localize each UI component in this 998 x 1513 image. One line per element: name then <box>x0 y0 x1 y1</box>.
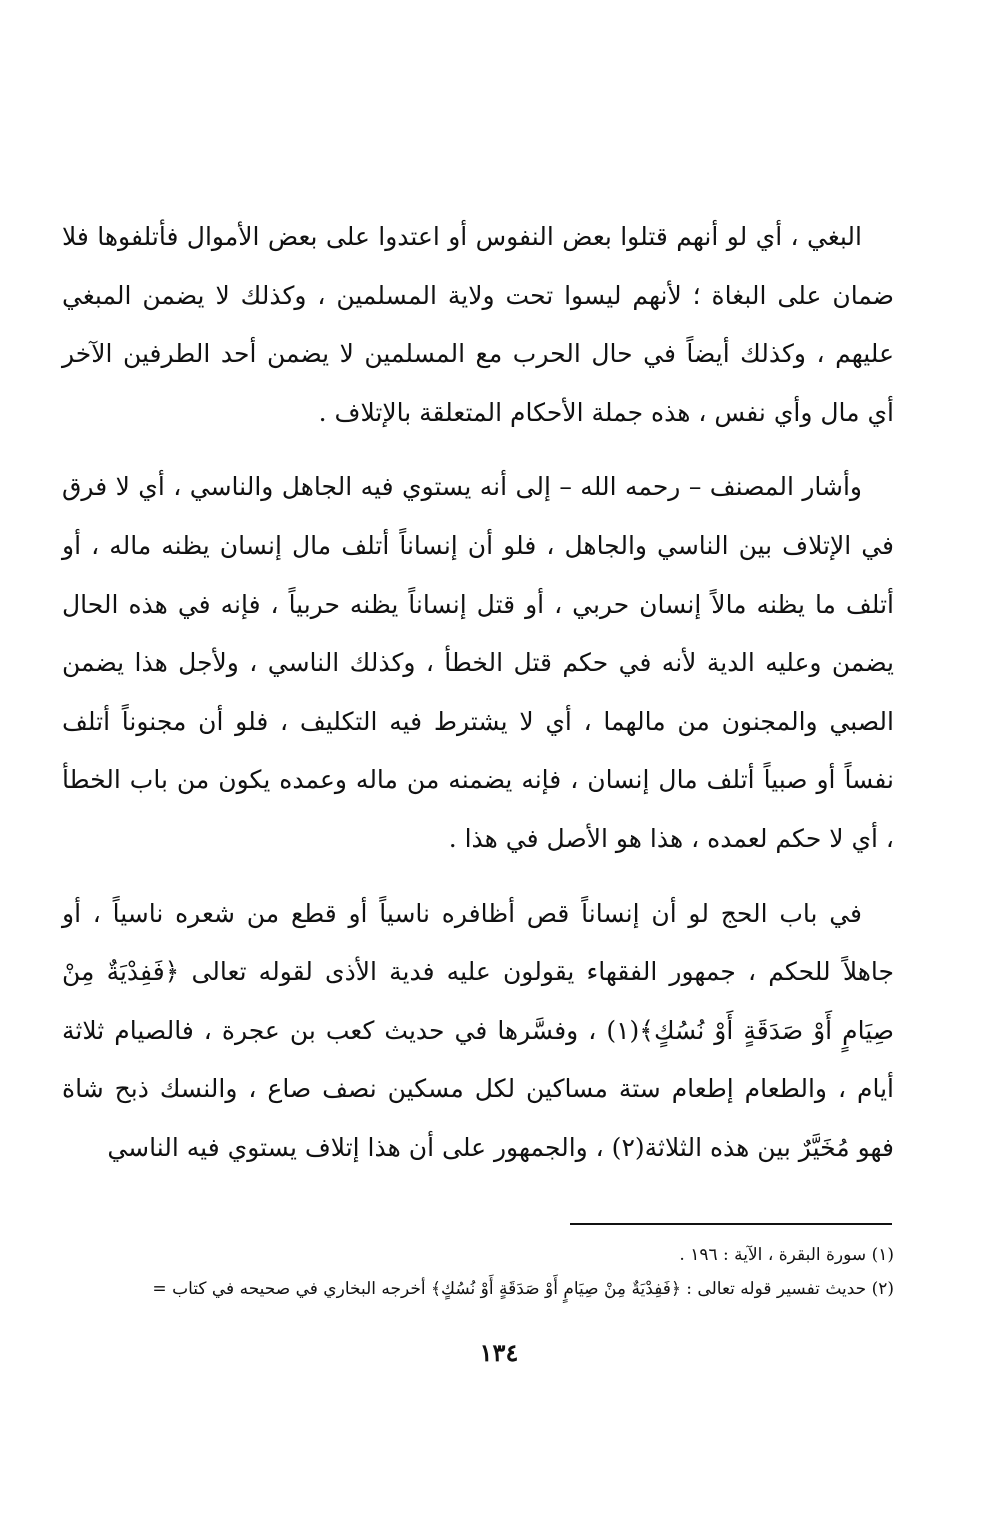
footnotes <box>62 1238 894 1306</box>
paragraph-3: في باب الحج لو أن إنساناً قص أظافره ناسياً أو قطع من شعره ناسياً ، أو جاهلاً للحكم ، جمهور الفقهاء يقولون عليه فدية الأذى لقوله تعالى ﴿فَفِدْيَةٌ مِنْ صِيَامٍ أَوْ صَدَقَةٍ أَوْ نُسُكٍ﴾(١) ، وفسَّرها في حديث كعب بن عجرة ، فالصيام ثلاثة أيام ، والطعام إطعام ستة مساكين لكل مسكين نصف صاع ، والنسك ذبح شاة فهو مُخَيَّرٌ بين هذه الثلاثة(٢) ، والجمهور على أن هذا إتلاف يستوي فيه الناسي <box>62 898 895 1162</box>
paragraph-2: وأشار المصنف – رحمه الله – إلى أنه يستوي فيه الجاهل والناسي ، أي لا فرق في الإتلاف بين الناسي والجاهل ، فلو أن إنساناً أتلف مال إنسان يظنه ماله ، أو أتلف ما يظنه مالاً إنسان حربي ، أو قتل إنساناً يظنه حربياً ، فإنه في هذه الحال يضمن وعليه الدية لأنه في حكم قتل الخطأ ، وكذلك الناسي ، ولأجل هذا يضمن الصبي والمجنون من مالهما ، أي لا يشترط فيه التكليف ، فلو أن مجنوناً أتلف نفساً أو صبياً أتلف مال إنسان ، فإنه يضمنه من ماله وعمده يكون من باب الخطأ ، أي لا حكم لعمده ، هذا هو الأصل في هذا . <box>62 472 895 853</box>
paragraph-1: البغي ، أي لو أنهم قتلوا بعض النفوس أو اعتدوا على بعض الأموال فأتلفوها فلا ضمان على البغاة ؛ لأنهم ليسوا تحت ولاية المسلمين ، وكذلك لا يضمن المبغي عليهم ، وكذلك أيضاً في حال الحرب مع المسلمين لا يضمن أحد الطرفين الآخر أي مال وأي نفس ، هذه جملة الأحكام المتعلقة بالإتلاف . <box>62 222 894 427</box>
footnote-2: (٢) حديث تفسير قوله تعالى : ﴿فَفِدْيَةٌ مِنْ صِيَامٍ أَوْ صَدَقَةٍ أَوْ نُسُكٍ﴾ أخرجه البخاري في صحيحه في كتاب = <box>152 1279 894 1299</box>
page-number: ١٣٤ <box>479 1338 519 1367</box>
footnote-1: (١) سورة البقرة ، الآية : ١٩٦ . <box>679 1245 894 1265</box>
main-text <box>62 208 894 1178</box>
footnote-separator <box>570 1223 892 1225</box>
